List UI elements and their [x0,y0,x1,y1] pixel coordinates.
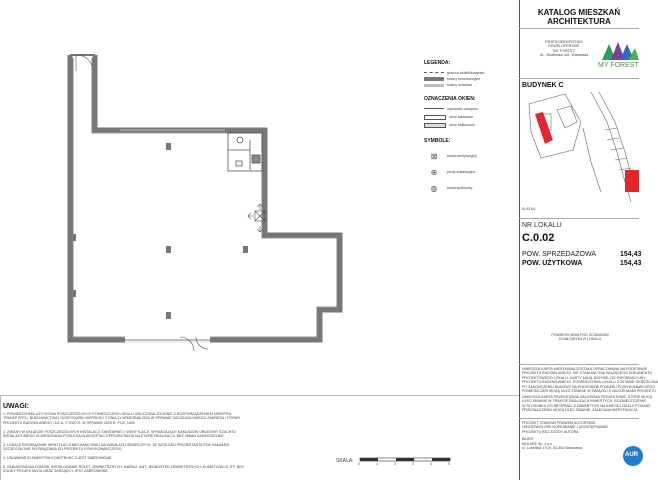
legend-structural-swatch [424,77,444,81]
installation-riser-icon: ⊕ [430,167,438,177]
legend-title: LEGENDA: [424,60,451,66]
my-forest-logo-text: MY FOREST [598,62,639,69]
door-swing-bottom [180,337,194,351]
window-sill-icon [424,108,444,111]
sales-area-value: 154,43 [620,251,642,258]
exterior-walls [70,55,340,340]
scale-label: SKALA: [336,458,354,464]
aur-logo-text: AUR [625,452,638,458]
sales-area-label: POW. SPRZEDAŻOWA [522,251,597,258]
installation-symbol [248,204,265,232]
legend-items: granica działki/budynek ściany konstrukcyjne ściany działowe [424,70,514,88]
symbols-legend-title: SYMBOLE: [424,138,451,144]
ventilation-icon: ⊠ [430,151,438,161]
legend-partition-swatch [424,84,444,87]
structural-columns [73,143,248,319]
usable-area-label: POW. UŻYTKOWA [522,260,583,267]
window-balcony-icon [424,123,446,128]
designer-block: PROJEKT STANOWI PRAWEM AUTORSKIM NIEDOZWOLONE KOPIOWANIE I UDOSTĘPNIANIE PROJEKTU BEZ ZGODY AUTORA BIURO MULARE Sp. z o.o. ul. Lubelska 17/19, 03-802 Warszawa [522,421,608,451]
door-swing-top [76,55,92,66]
my-forest-logo-icon [600,40,639,62]
klatka-label: KLATKA [522,207,536,211]
notes-body: 1. POWIERZCHNIA UŻYTKOWA POSZCZEGÓLNYCH POMIESZCZEŃ LOKALU OBLICZONA ZGODNIE Z ROZPORZĄDZENIEM MINISTRA TRANSPORTU, BUDOWNICTWA I GOSPODARKI MORSKIEJ Z DNIA 11 WRZEŚNIA 2020 W SPRAWIE SZCZEGÓŁOWEGO ZAKRESU I FORMY PROJEKTU BUDOWLANEGO / DZ.U. Z 2020 R. W SPRAWIE 2020 R. POZ. 1609 2. ZMIANY W UKŁADZIE POSZCZEGÓLNYCH INSTALACJI SANITARNEJ I WENTYLACJI, WYMAGAJĄCE NAKŁADÓW OBUDOWY SZACHTU INSTALACYJNEGO W MIESZKANIU PODLEGAJĄ AKCEPTACJI PROJEKTANTA NA ETAPIE REALIZACJI, BEZ ZMIAN SAMODZIELNIE. 3. LOKALE ROZWIĄZANIE WENTYLACJI MECHANICZNEJ NA KANAŁACH ZBIORCZYCH, ZE WZGLĘDU PROJEKTANTA POD KANAŁEM SZCZEGÓŁOWE ROZWIĄZANIA DO PROJEKTU POWYKONAWCZEGO. 4. USUWANIE ELEMENTÓW KONSTRUKCJI JEST ZABRONIONE. 5. ZABUDOWA BALKONÓW, INSTALOWANIE ROLET ZEWNĘTRZNYCH, MARKIZ, ANT, JEDNOSTEK ZEWNĘTRZNYCH, KLIMATYZACJI, ITP. BEZ ZGODY PROJEKTANTA ORAZ ZARZĄDCY JEST ZABRONIONE. [3,412,244,474]
notes-title: UWAGI: [3,403,30,410]
legend-boundary-swatch [424,72,444,75]
disclaimer-block: NINIEJSZA KARTA MIESZKANIA ZOSTAŁA OPRACOWANA NA PODSTAWIE PROJEKTU BUDOWLANEGO. NIE STANOWI ONA WIĄŻĄCEGO DOKUMENTU PROJEKTOWEGO LOKALU. KARTY MAJĄ JEDYNIE CEL INFORMACYJNY. PROJEKTU BUDOWLANEGO. POWIERZCHNIA LOKALU ZOSTANIE OKREŚLONA PO ZAKOŃCZENIU BUDOWY NA PODSTAWIE POMIARU POWYKONAWCZEGO POMIESZCZEŃ MOGĄ ULEC ZMIANIE W ZWIĄZKU Z ZAŁOŻENIAMI PROJEKTU. NINIEJSZA KARTA PRZEDSTAWIA ZAŁOŻENIA PROJEKTOWE, KTÓRE MOGĄ ULEC ZMIANIE W TRAKCIE REALIZACJI INWESTYCJI. ROZMIESZCZENIE W STOSUNKU DO INFORMACJI ZAWARTYCH NA KARCIE LOKALU PODANE PRZEZNACZENIU MOGĄ ULEC ZMIANIE. ZALECANA WERYFIKACJA [522,367,658,413]
usable-area-value: 154,43 [620,260,642,267]
building-highlight [535,112,553,144]
unit-number: C.0.02 [522,232,555,244]
nr-lokalu-label: NR LOKALU [522,222,562,229]
flue-icon: ◍ [430,183,438,193]
window-facade-icon [424,115,446,120]
building-label: BUDYNEK C [522,82,564,89]
bathroom [228,133,262,171]
developer-name: PRZEDSIĘBIORSTWO DEWELOPERSKIE "MY FOREST" UL. Modlińska 342, Warszawa [539,40,589,58]
left-border [0,395,1,480]
title-block-border [519,0,520,480]
catalog-subtitle: ARCHITEKTURA [547,17,611,26]
catalog-title: KATALOG MIESZKAŃ [537,8,621,17]
site-plan [521,92,639,202]
symbol-items: ⊠ kanał wentylacyjny ⊕ piony instalacyjne ◍ kanał spalinowy [424,148,514,196]
partition-area-note: POWIERZCHNIA POD ŚCIANKAMI DZIAŁOWYMI W LOKALU [551,333,609,342]
windows-legend-title: OZNACZENIA OKIEN: [424,96,476,102]
scale-ticks: 0 1 2 3 4 5 [358,462,450,466]
window-items: wysokość parapetu okno fasadowe okno balkonowe [424,105,514,129]
unit-highlight [625,170,639,192]
